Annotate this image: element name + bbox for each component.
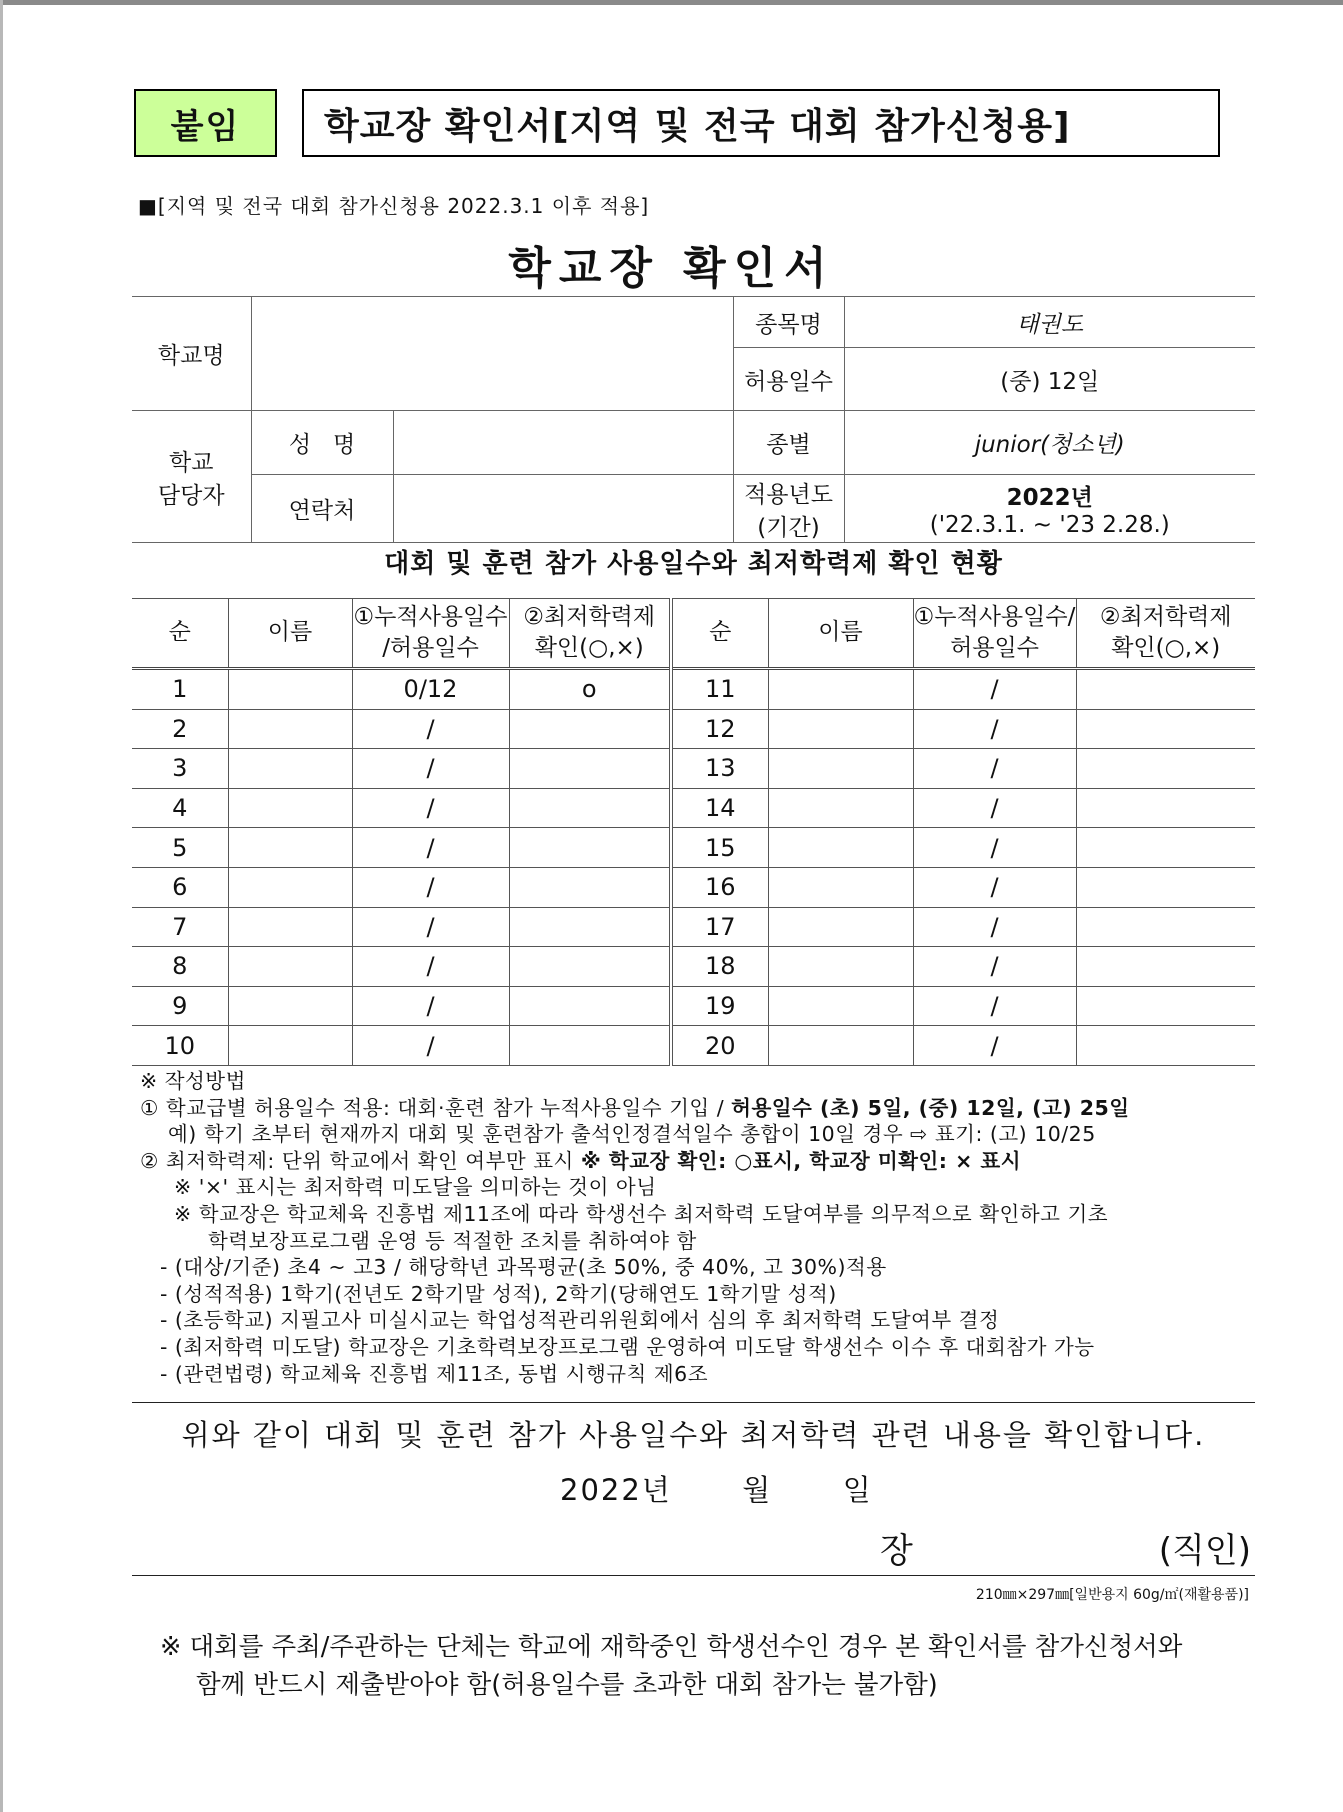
school-name-field[interactable]	[251, 297, 733, 411]
col-header-acad-left	[509, 599, 671, 669]
row-name-left[interactable]	[228, 669, 352, 710]
row-no-right: 13	[671, 749, 768, 789]
row-no-right: 15	[671, 828, 768, 868]
row-acad-right[interactable]	[1076, 749, 1255, 789]
row-days-left[interactable]: /	[352, 867, 509, 907]
year-label	[733, 475, 844, 543]
row-no-left: 4	[132, 788, 228, 828]
row-acad-left[interactable]	[509, 709, 671, 749]
period-value: ('22.3.1. ~ '23 2.28.)	[929, 512, 1170, 538]
submission-note-line2: 함께 반드시 제출받아야 함(허용일수를 초과한 대회 참가는 불가함)	[196, 1670, 938, 1700]
row-days-right[interactable]: /	[913, 669, 1076, 710]
row-days-right[interactable]: /	[913, 749, 1076, 789]
row-name-left[interactable]	[228, 788, 352, 828]
acad-left-line1: ②최저학력제	[523, 603, 656, 630]
col-header-no-right: 순	[671, 599, 768, 669]
row-name-left[interactable]	[228, 867, 352, 907]
submission-note-line1: ※ 대회를 주최/주관하는 단체는 학교에 재학중인 학생선수인 경우 본 확인서를 참가신청서와	[160, 1632, 1183, 1662]
table-row	[132, 749, 1255, 789]
row-acad-left[interactable]	[509, 947, 671, 987]
name-label: 성 명	[251, 411, 393, 475]
row-acad-right[interactable]	[1076, 709, 1255, 749]
row-no-right: 18	[671, 947, 768, 987]
note-dash-5: - (관련법령) 학교체육 진흥법 제11조, 동법 시행규칙 제6조	[160, 1361, 709, 1386]
row-days-right[interactable]: /	[913, 947, 1076, 987]
note-1	[140, 1095, 1260, 1122]
col-header-acad-right	[1076, 599, 1255, 669]
row-acad-left[interactable]	[509, 1026, 671, 1066]
row-days-left[interactable]: /	[352, 788, 509, 828]
attachment-badge: 붙임	[134, 89, 277, 157]
days-left-line2: /허용일수	[382, 635, 479, 661]
row-acad-right[interactable]	[1076, 867, 1255, 907]
note-2	[140, 1148, 1260, 1175]
date-line	[560, 1468, 873, 1509]
days-right-line1: ①누적사용일수/	[913, 603, 1076, 630]
row-days-right[interactable]: /	[913, 828, 1076, 868]
table-row	[132, 788, 1255, 828]
instructions-heading: ※ 작성방법	[140, 1069, 246, 1093]
date-day[interactable]: 일	[842, 1473, 873, 1507]
note-dash-1: - (대상/기준) 초4 ~ 고3 / 해당학년 과목평균(초 50%, 중 40%, 고 30%)적용	[160, 1255, 887, 1280]
row-days-left[interactable]: /	[352, 828, 509, 868]
paper-spec: 210㎜×297㎜[일반용지 60g/㎡(재활용품)]	[975, 1587, 1249, 1603]
note-2-bold: ※ 학교장 확인: ○표시, 학교장 미확인: × 표시	[580, 1148, 1022, 1173]
allowed-days-label: 허용일수	[733, 348, 844, 411]
row-acad-left[interactable]	[509, 788, 671, 828]
row-name-right[interactable]	[768, 828, 913, 868]
date-month[interactable]: 월	[742, 1473, 773, 1507]
row-acad-left[interactable]	[509, 986, 671, 1026]
row-name-left[interactable]	[228, 709, 352, 749]
row-name-right[interactable]	[768, 669, 913, 710]
note-2-sub2a: ※ 학교장은 학교체육 진흥법 제11조에 따라 학생선수 최저학력 도달여부를 의무적으로 확인하고 기초	[174, 1201, 1109, 1226]
row-days-right[interactable]: /	[913, 1026, 1076, 1066]
category-value[interactable]: junior(청소년)	[844, 411, 1255, 475]
row-days-left[interactable]: /	[352, 749, 509, 789]
col-header-days-left	[352, 599, 509, 669]
row-acad-right[interactable]	[1076, 907, 1255, 947]
confirm-statement: 위와 같이 대회 및 훈련 참가 사용일수와 최저학력 관련 내용을 확인합니다.	[132, 1402, 1255, 1454]
days-right-line2: 허용일수	[950, 635, 1039, 661]
col-header-name-right: 이름	[768, 599, 913, 669]
row-days-right[interactable]: /	[913, 788, 1076, 828]
acad-left-line2: 확인(○,×)	[534, 635, 644, 661]
table-row	[132, 1026, 1255, 1066]
table-row	[132, 669, 1255, 710]
row-no-left: 5	[132, 828, 228, 868]
manager-label-line1: 학교	[169, 449, 214, 476]
status-table	[132, 598, 1255, 1066]
sport-label: 종목명	[733, 297, 844, 348]
row-no-left: 3	[132, 749, 228, 789]
row-acad-left[interactable]	[509, 867, 671, 907]
allowed-days-value[interactable]: (중) 12일	[844, 348, 1255, 411]
contact-field[interactable]	[393, 475, 733, 543]
form-title-box: 학교장 확인서[지역 및 전국 대회 참가신청용]	[302, 89, 1220, 157]
manager-label	[132, 411, 251, 543]
row-days-right[interactable]: /	[913, 709, 1076, 749]
submission-note	[160, 1628, 1260, 1704]
row-no-right: 16	[671, 867, 768, 907]
note-1-text: ① 학교급별 허용일수 적용: 대회·훈련 참가 누적사용일수 기입 /	[140, 1095, 732, 1120]
col-header-name-left: 이름	[228, 599, 352, 669]
row-name-left[interactable]	[228, 828, 352, 868]
apply-note: ■[지역 및 전국 대회 참가신청용 2022.3.1 이후 적용]	[138, 194, 650, 218]
row-acad-left[interactable]	[509, 749, 671, 789]
year-label-line1: 적용년도	[744, 481, 833, 508]
table-row	[132, 986, 1255, 1026]
note-2-text: ② 최저학력제: 단위 학교에서 확인 여부만 표시	[140, 1148, 581, 1173]
row-acad-right[interactable]	[1076, 828, 1255, 868]
row-name-right[interactable]	[768, 867, 913, 907]
top-border	[0, 0, 1343, 5]
row-name-right[interactable]	[768, 709, 913, 749]
col-header-days-right	[913, 599, 1076, 669]
row-days-left[interactable]: /	[352, 709, 509, 749]
row-name-right[interactable]	[768, 1026, 913, 1066]
row-days-left[interactable]: /	[352, 986, 509, 1026]
row-no-right: 12	[671, 709, 768, 749]
row-acad-right[interactable]	[1076, 669, 1255, 710]
table-row	[132, 709, 1255, 749]
note-1-example: 예) 학기 초부터 현재까지 대회 및 훈련참가 출석인정결석일수 총합이 10일 경우 ⇨ 표기: (고) 10/25	[168, 1122, 1096, 1147]
sport-value[interactable]: 태권도	[844, 297, 1255, 348]
note-dash-2: - (성적적용) 1학기(전년도 2학기말 성적), 2학기(당해연도 1학기말 성적)	[160, 1281, 837, 1306]
note-2-sub1: ※ '×' 표시는 최저학력 미도달을 의미하는 것이 아님	[174, 1175, 657, 1200]
row-days-left[interactable]: 0/12	[352, 669, 509, 710]
row-name-left[interactable]	[228, 1026, 352, 1066]
row-name-right[interactable]	[768, 749, 913, 789]
document-title: 학교장 확인서	[508, 243, 835, 294]
note-dash-4: - (최저학력 미도달) 학교장은 기초학력보장프로그램 운영하여 미도달 학생선수 이수 후 대회참가 가능	[160, 1334, 1095, 1359]
row-acad-right[interactable]	[1076, 986, 1255, 1026]
row-no-left: 9	[132, 986, 228, 1026]
row-name-right[interactable]	[768, 986, 913, 1026]
category-label: 종별	[733, 411, 844, 475]
note-1-bold: 허용일수 (초) 5일, (중) 12일, (고) 25일	[731, 1095, 1130, 1120]
row-name-left[interactable]	[228, 986, 352, 1026]
table-row	[132, 828, 1255, 868]
row-no-left: 6	[132, 867, 228, 907]
row-name-right[interactable]	[768, 907, 913, 947]
note-dash-3: - (초등학교) 지필고사 미실시교는 학업성적관리위원회에서 심의 후 최저학력 도달여부 결정	[160, 1308, 1000, 1333]
row-acad-left[interactable]	[509, 828, 671, 868]
signature-divider	[132, 1575, 1255, 1576]
official-seal-placeholder[interactable]: (직인)	[1158, 1531, 1251, 1571]
table-row	[132, 867, 1255, 907]
row-acad-right[interactable]	[1076, 1026, 1255, 1066]
signature-title: 장	[880, 1531, 913, 1571]
info-table	[132, 296, 1255, 543]
row-no-right: 11	[671, 669, 768, 710]
row-no-right: 14	[671, 788, 768, 828]
contact-label: 연락처	[251, 475, 393, 543]
row-days-right[interactable]: /	[913, 907, 1076, 947]
row-days-left[interactable]: /	[352, 947, 509, 987]
row-name-left[interactable]	[228, 947, 352, 987]
days-left-line1: ①누적사용일수	[353, 603, 508, 630]
row-days-right[interactable]: /	[913, 986, 1076, 1026]
acad-right-line2: 확인(○,×)	[1111, 635, 1221, 661]
row-no-left: 10	[132, 1026, 228, 1066]
name-field[interactable]	[393, 411, 733, 475]
row-name-left[interactable]	[228, 749, 352, 789]
year-cell	[844, 475, 1255, 543]
year-label-line2: (기간)	[757, 514, 820, 541]
row-acad-right[interactable]	[1076, 788, 1255, 828]
row-name-left[interactable]	[228, 907, 352, 947]
row-name-right[interactable]	[768, 788, 913, 828]
row-name-right[interactable]	[768, 947, 913, 987]
row-no-right: 17	[671, 907, 768, 947]
note-2-sub2b: 학력보장프로그램 운영 등 적절한 조치를 취하여야 함	[208, 1228, 697, 1253]
table-row	[132, 947, 1255, 987]
status-section-title: 대회 및 훈련 참가 사용일수와 최저학력제 확인 현황	[384, 549, 1003, 579]
status-table-body	[132, 669, 1255, 1066]
row-acad-left[interactable]: o	[509, 669, 671, 710]
row-acad-right[interactable]	[1076, 947, 1255, 987]
instructions	[140, 1068, 1260, 1387]
row-no-right: 19	[671, 986, 768, 1026]
row-no-left: 7	[132, 907, 228, 947]
school-name-label: 학교명	[132, 297, 251, 411]
row-no-left: 1	[132, 669, 228, 710]
row-no-left: 2	[132, 709, 228, 749]
date-year[interactable]: 2022년	[560, 1473, 672, 1507]
row-days-left[interactable]: /	[352, 1026, 509, 1066]
row-acad-left[interactable]	[509, 907, 671, 947]
acad-right-line1: ②최저학력제	[1099, 603, 1232, 630]
manager-label-line2: 담당자	[157, 482, 225, 509]
col-header-no-left: 순	[132, 599, 228, 669]
row-days-left[interactable]: /	[352, 907, 509, 947]
year-value[interactable]: 2022년	[1006, 485, 1093, 511]
table-row	[132, 907, 1255, 947]
row-no-left: 8	[132, 947, 228, 987]
row-no-right: 20	[671, 1026, 768, 1066]
row-days-right[interactable]: /	[913, 867, 1076, 907]
